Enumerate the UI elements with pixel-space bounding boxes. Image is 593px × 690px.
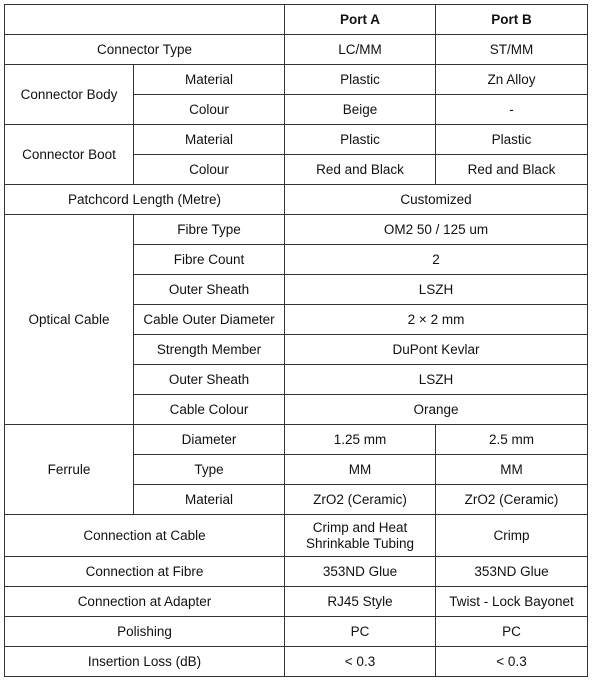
shared-value: Orange <box>285 395 588 425</box>
shared-value: LSZH <box>285 275 588 305</box>
port-b-value: 2.5 mm <box>436 425 588 455</box>
row-label: Connection at Fibre <box>5 557 285 587</box>
port-a-value: PC <box>285 617 436 647</box>
port-a-value: Plastic <box>285 125 436 155</box>
port-b-value: ZrO2 (Ceramic) <box>436 485 588 515</box>
port-a-value: 353ND Glue <box>285 557 436 587</box>
sub-label: Outer Sheath <box>134 365 285 395</box>
table-row <box>5 515 588 557</box>
sub-label: Material <box>134 125 285 155</box>
port-a-value <box>285 515 436 557</box>
port-a-line-1: Crimp and Heat <box>312 519 408 535</box>
sub-label: Type <box>134 455 285 485</box>
port-b-value: - <box>436 95 588 125</box>
port-b-value: ST/MM <box>436 35 588 65</box>
table-row <box>5 617 588 647</box>
table-row <box>5 35 588 65</box>
sub-label: Cable Colour <box>134 395 285 425</box>
group-label: Connector Body <box>5 65 134 125</box>
row-label: Polishing <box>5 617 285 647</box>
port-a-value: < 0.3 <box>285 647 436 677</box>
port-a-value: 1.25 mm <box>285 425 436 455</box>
group-label: Optical Cable <box>5 215 134 425</box>
shared-value: Customized <box>285 185 588 215</box>
row-label: Connector Type <box>5 35 285 65</box>
header-port-a: Port A <box>285 5 436 35</box>
header-blank-cell <box>5 5 285 35</box>
header-row <box>5 5 588 35</box>
sub-label: Colour <box>134 155 285 185</box>
sub-label: Fibre Count <box>134 245 285 275</box>
port-a-value: RJ45 Style <box>285 587 436 617</box>
port-a-value: MM <box>285 455 436 485</box>
sub-label: Material <box>134 485 285 515</box>
sub-label: Cable Outer Diameter <box>134 305 285 335</box>
sub-label: Outer Sheath <box>134 275 285 305</box>
port-a-value: Red and Black <box>285 155 436 185</box>
sub-label: Colour <box>134 95 285 125</box>
sub-label: Material <box>134 65 285 95</box>
port-a-line-2: Shrinkable Tubing <box>305 535 415 551</box>
port-b-value: Zn Alloy <box>436 65 588 95</box>
table-row <box>5 185 588 215</box>
port-a-value: Plastic <box>285 65 436 95</box>
port-a-value: ZrO2 (Ceramic) <box>285 485 436 515</box>
port-b-value: MM <box>436 455 588 485</box>
shared-value: DuPont Kevlar <box>285 335 588 365</box>
table-row <box>5 557 588 587</box>
spec-table-wrapper <box>4 4 588 677</box>
table-row <box>5 425 588 455</box>
port-b-value: < 0.3 <box>436 647 588 677</box>
header-port-b: Port B <box>436 5 588 35</box>
row-label: Connection at Cable <box>5 515 285 557</box>
shared-value: 2 × 2 mm <box>285 305 588 335</box>
port-b-value: Plastic <box>436 125 588 155</box>
table-row <box>5 65 588 95</box>
shared-value: 2 <box>285 245 588 275</box>
port-b-value: Crimp <box>436 515 588 557</box>
table-row <box>5 125 588 155</box>
port-a-value: Beige <box>285 95 436 125</box>
group-label: Connector Boot <box>5 125 134 185</box>
sub-label: Diameter <box>134 425 285 455</box>
group-label: Ferrule <box>5 425 134 515</box>
table-row <box>5 587 588 617</box>
spec-table <box>4 4 588 677</box>
port-a-value: LC/MM <box>285 35 436 65</box>
port-b-value: Twist - Lock Bayonet <box>436 587 588 617</box>
sub-label: Strength Member <box>134 335 285 365</box>
table-row <box>5 647 588 677</box>
port-b-value: PC <box>436 617 588 647</box>
port-b-value: Red and Black <box>436 155 588 185</box>
shared-value: LSZH <box>285 365 588 395</box>
row-label: Connection at Adapter <box>5 587 285 617</box>
row-label: Patchcord Length (Metre) <box>5 185 285 215</box>
sub-label: Fibre Type <box>134 215 285 245</box>
port-b-value: 353ND Glue <box>436 557 588 587</box>
row-label: Insertion Loss (dB) <box>5 647 285 677</box>
shared-value: OM2 50 / 125 um <box>285 215 588 245</box>
table-row <box>5 215 588 245</box>
